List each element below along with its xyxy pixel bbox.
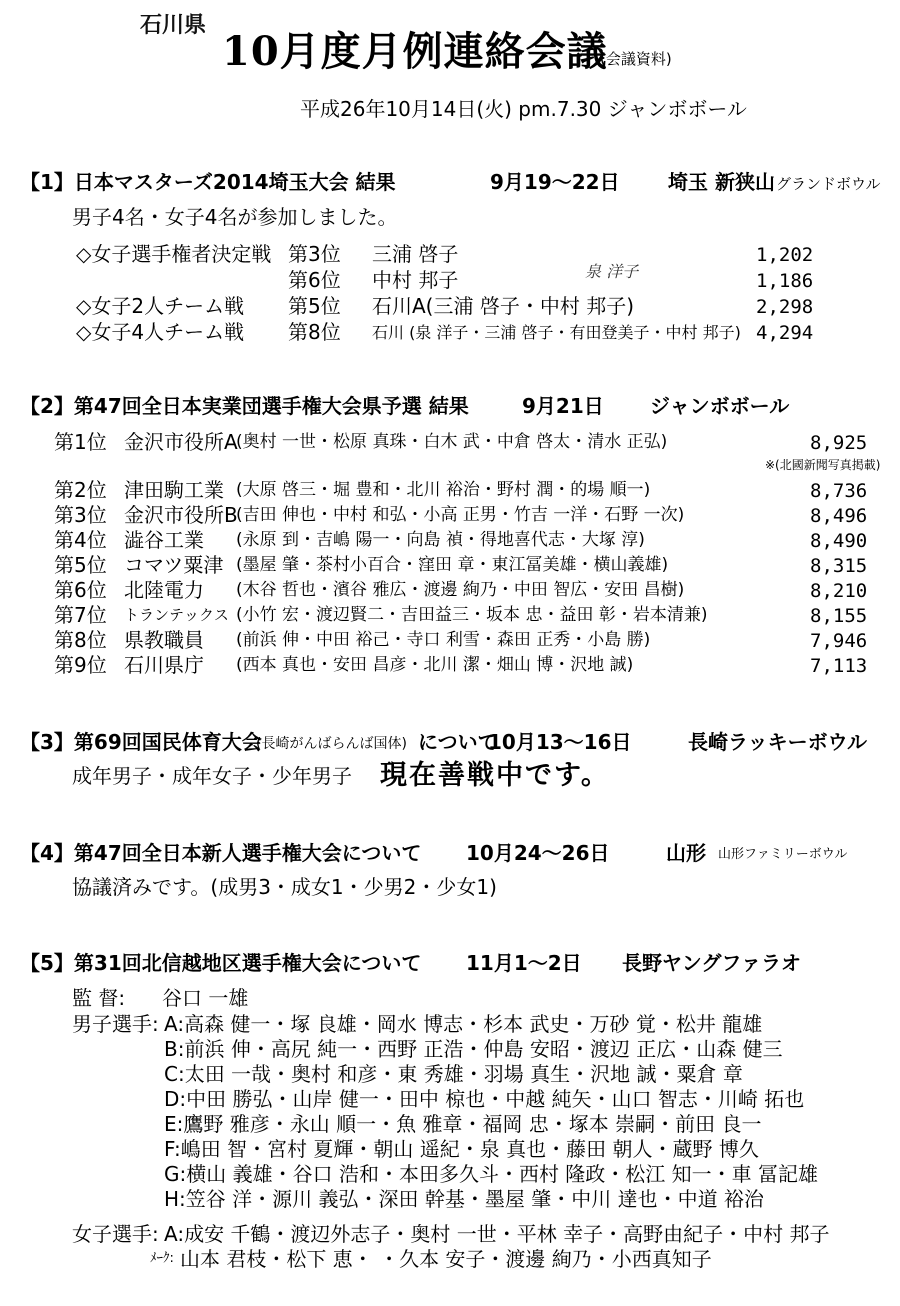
men-team-row: D:中田 勝弘・山岸 健一・田中 椋也・中越 純矢・山口 智志・川崎 拓也	[164, 1087, 805, 1111]
section-4-venue-small: 山形ファミリーボウル	[718, 847, 848, 862]
section-1-heading: 【1】日本マスターズ2014埼玉大会 結果	[20, 170, 396, 194]
score: 8,490	[810, 530, 868, 552]
women-reserve-label: ﾒｰｸ:	[150, 1251, 174, 1266]
team-members: (墨屋 肇・茶村小百合・窪田 章・東江冨美雄・横山義雄)	[236, 555, 669, 575]
team-members: (小竹 宏・渡辺賢二・吉田益三・坂本 忠・益田 彰・岩本清兼)	[236, 605, 708, 625]
team-members: (奥村 一世・松原 真珠・白木 武・中倉 啓太・清水 正弘)	[236, 432, 668, 452]
men-team-row: A:高森 健一・塚 良雄・岡水 博志・杉本 武史・万砂 覚・松井 龍雄	[164, 1012, 763, 1036]
score: 8,736	[810, 480, 868, 502]
team-members: (木谷 哲也・濱谷 雅広・渡邊 絢乃・中田 智広・安田 昌樹)	[236, 580, 685, 600]
team-members: (西本 真也・安田 昌彦・北川 潔・畑山 博・沢地 誠)	[236, 655, 634, 675]
rank-label: 第1位	[54, 430, 107, 454]
score: 7,113	[810, 655, 868, 677]
team-name: 石川県庁	[124, 653, 204, 677]
player-names: 中村 邦子	[372, 268, 459, 292]
score: 7,946	[810, 630, 868, 652]
rank-label: 第9位	[54, 653, 107, 677]
team-members: (吉田 伸也・中村 和弘・小高 正男・竹吉 一洋・石野 一次)	[236, 505, 685, 525]
rank-label: 第4位	[54, 528, 107, 552]
section-5-venue: 長野ヤングファラオ	[622, 951, 801, 975]
score: 8,210	[810, 580, 868, 602]
event-label: ◇女子4人チーム戦	[76, 320, 245, 344]
score: 1,202	[756, 244, 814, 266]
rank-label: 第8位	[288, 320, 341, 344]
rank-label: 第6位	[288, 268, 341, 292]
section-3-status: 現在善戦中です。	[380, 760, 610, 791]
rank-label: 第3位	[288, 242, 341, 266]
women-label: 女子選手:	[72, 1222, 159, 1246]
player-names: 石川A(三浦 啓子・中村 邦子)	[372, 294, 635, 318]
team-name: 県教職員	[124, 628, 204, 652]
men-team-row: G:横山 義雄・谷口 浩和・本田多久斗・西村 隆政・松江 知一・車 冨記雄	[164, 1162, 819, 1186]
men-team-row: B:前浜 伸・高尻 純一・西野 正浩・仲島 安昭・渡辺 正広・山森 健三	[164, 1037, 783, 1061]
player-names: 石川 (泉 洋子・三浦 啓子・有田登美子・中村 邦子)	[372, 323, 741, 342]
team-name: 北陸電力	[124, 578, 204, 602]
event-label: ◇女子選手権者決定戦	[76, 242, 272, 266]
rank-label: 第5位	[288, 294, 341, 318]
women-team-row: A:成安 千鶴・渡辺外志子・奥村 一世・平林 幸子・高野由紀子・中村 邦子	[164, 1222, 830, 1246]
score: 8,925	[810, 432, 868, 454]
team-name: 金沢市役所A	[124, 430, 238, 454]
player-names: 三浦 啓子	[372, 242, 459, 266]
section-1-date: 9月19～22日	[490, 170, 620, 194]
section-3-venue: 長崎ラッキーボウル	[688, 730, 867, 754]
team-members: (前浜 伸・中田 裕己・寺口 利雪・森田 正秀・小島 勝)	[236, 630, 651, 650]
section-5-date: 11月1～2日	[466, 951, 582, 975]
team-name: コマツ粟津	[124, 553, 224, 577]
section-4-date: 10月24～26日	[466, 841, 610, 865]
team-members: (永原 到・吉嶋 陽一・向島 禎・得地喜代志・大塚 淳)	[236, 530, 645, 550]
rank-label: 第6位	[54, 578, 107, 602]
section-2-heading: 【2】第47回全日本実業団選手権大会県予選 結果	[20, 394, 469, 418]
section-3-heading: 【3】第69回国民体育大会	[20, 730, 262, 754]
section-3-heading-suffix: について	[418, 730, 498, 754]
men-label: 男子選手:	[72, 1012, 159, 1036]
handwritten-note: 泉 洋子	[585, 262, 639, 281]
score: 4,294	[756, 322, 814, 344]
document-subtitle: (会議資料)	[600, 50, 672, 68]
team-name: 澁谷工業	[124, 528, 204, 552]
section-2-date: 9月21日	[522, 394, 604, 418]
rank-label: 第2位	[54, 478, 107, 502]
score: 8,496	[810, 505, 868, 527]
section-4-heading: 【4】第47回全日本新人選手権大会について	[20, 841, 422, 865]
team-name: 金沢市役所B	[124, 503, 238, 527]
men-team-row: E:鷹野 雅彦・永山 順一・魚 雅章・福岡 忠・塚本 崇嗣・前田 良一	[164, 1112, 762, 1136]
meeting-date: 平成26年10月14日(火) pm.7.30 ジャンボボール	[300, 97, 747, 121]
women-team-row: 山本 君枝・松下 恵・ ・久本 安子・渡邊 絢乃・小西真知子	[180, 1247, 712, 1271]
section-3-date: 10月13～16日	[488, 730, 632, 754]
section-1-venue: 埼玉 新狭山	[668, 170, 775, 194]
team-name: トランテックス	[124, 606, 229, 624]
rank-label: 第7位	[54, 603, 107, 627]
document-title: 10月度月例連絡会議	[222, 28, 608, 75]
score: 1,186	[756, 270, 814, 292]
men-team-row: C:太田 一哉・奥村 和彦・東 秀雄・羽場 真生・沢地 誠・粟倉 章	[164, 1062, 743, 1086]
men-team-row: F:嶋田 智・宮村 夏輝・朝山 遥紀・泉 真也・藤田 朝人・蔵野 博久	[164, 1137, 759, 1161]
section-4-note: 協議済みです。(成男3・成女1・少男2・少女1)	[72, 875, 497, 899]
score: 2,298	[756, 296, 814, 318]
event-label: ◇女子2人チーム戦	[76, 294, 245, 318]
rank-label: 第5位	[54, 553, 107, 577]
coach-label: 監 督:	[72, 986, 126, 1010]
section-1-venue-small: グランドボウル	[776, 175, 881, 193]
photo-note: ※(北國新聞写真掲載)	[765, 458, 881, 472]
score: 8,155	[810, 605, 868, 627]
section-3-heading-small: (長崎がんばらんば国体)	[256, 736, 407, 752]
team-name: 津田駒工業	[124, 478, 224, 502]
coach-name: 谷口 一雄	[162, 986, 249, 1010]
rank-label: 第8位	[54, 628, 107, 652]
section-3-categories: 成年男子・成年女子・少年男子	[72, 764, 352, 788]
prefecture-label: 石川県	[140, 12, 207, 38]
men-team-row: H:笠谷 洋・源川 義弘・深田 幹基・墨屋 肇・中川 達也・中道 裕治	[164, 1187, 764, 1211]
score: 8,315	[810, 555, 868, 577]
section-1-note: 男子4名・女子4名が参加しました。	[72, 205, 398, 229]
rank-label: 第3位	[54, 503, 107, 527]
section-2-venue: ジャンボボール	[650, 394, 790, 418]
section-5-heading: 【5】第31回北信越地区選手権大会について	[20, 951, 422, 975]
team-members: (大原 啓三・堀 豊和・北川 裕治・野村 潤・的場 順一)	[236, 480, 651, 500]
section-4-venue: 山形	[666, 841, 706, 865]
